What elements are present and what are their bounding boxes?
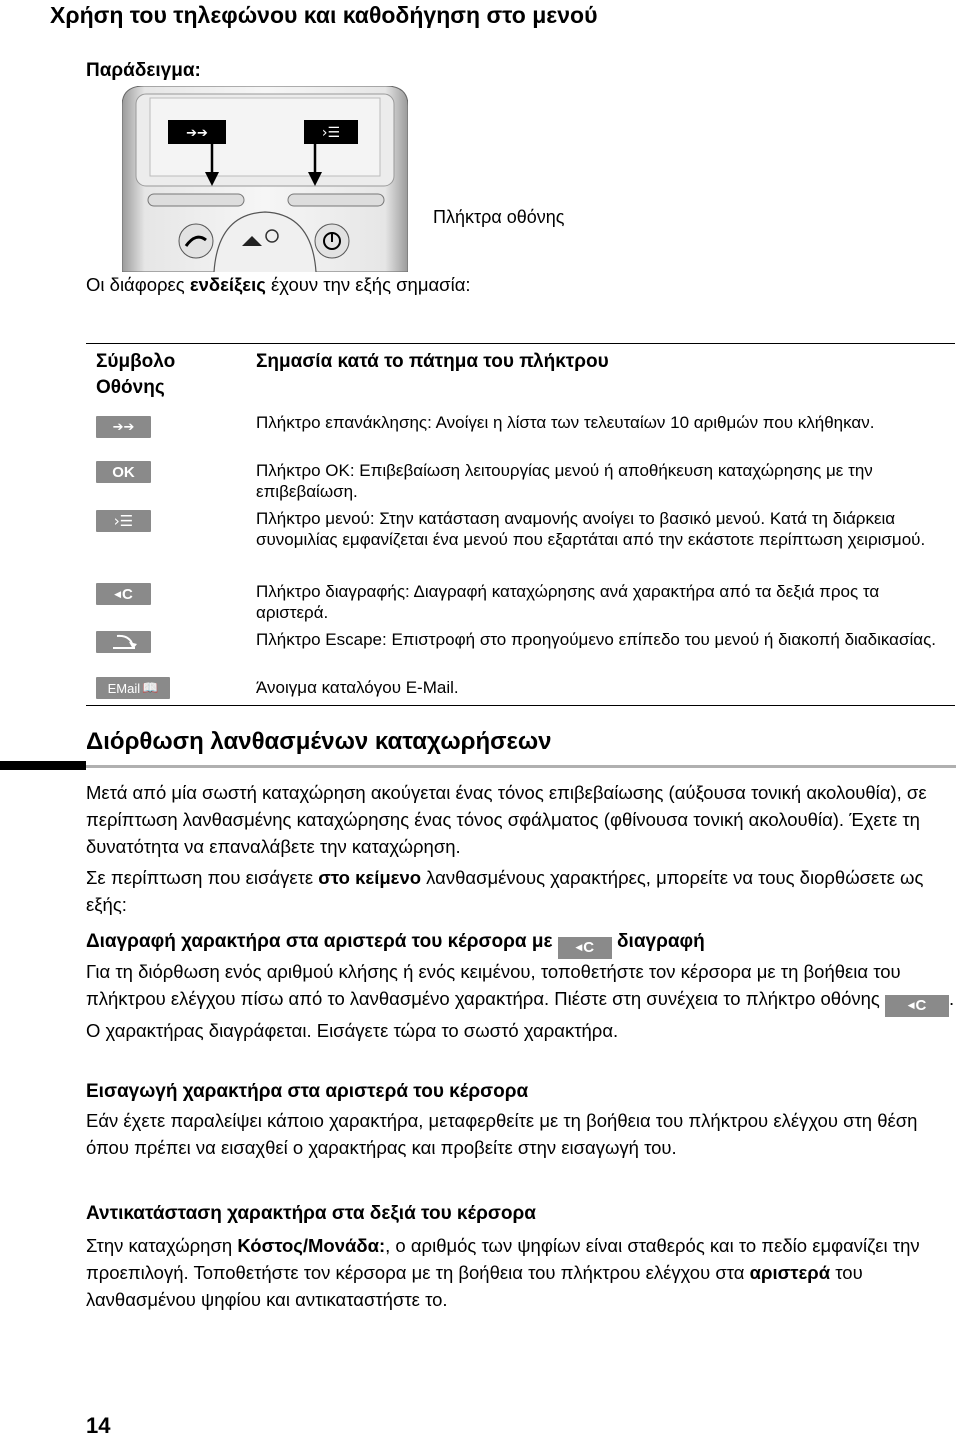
example-label: Παράδειγμα:: [86, 60, 201, 81]
p5-text-mid: , ο αριθμός των ψηφίων είναι σταθερός και το πεδίο εμφανίζει την προεπιλογή. Τοποθετήστε τον κέρσορα με τη βοήθεια του πλήκτρου ελέγχου στα: [86, 1235, 920, 1283]
p5-text-end: του λανθασμένου ψηφίου και αντικαταστήστε το.: [86, 1262, 863, 1310]
section-title: Διόρθωση λανθασμένων καταχωρήσεων: [86, 728, 552, 755]
row-escape-desc: Πλήκτρο Escape: Επιστροφή στο προηγούμενο επίπεδο του μενού ή διακοπή διαδικασίας.: [256, 630, 937, 649]
p2-bold: στο κείμενο: [318, 867, 422, 888]
svg-text:➔➔: ➔➔: [186, 126, 208, 141]
redial-arrows-icon: ➔➔: [96, 416, 151, 438]
softkeys-caption: Πλήκτρα οθόνης: [433, 207, 565, 227]
subheading-insert: Εισαγωγή χαρακτήρα στα αριστερά του κέρσορα: [86, 1081, 529, 1102]
intro-text: Οι διάφορες: [86, 274, 190, 295]
intro-bold: ενδείξεις: [189, 274, 266, 295]
svg-text:›☰: ›☰: [321, 125, 341, 141]
email-icon-text: EMail: [107, 680, 141, 696]
paragraph-intro-correction: [86, 864, 956, 918]
p3-text-end: . Ο χαρακτήρας διαγράφεται. Εισάγετε τώρα το σωστό χαρακτήρα.: [86, 988, 955, 1041]
subheading-replace: Αντικατάσταση χαρακτήρα στα δεξιά του κέρσορα: [86, 1203, 536, 1224]
row-menu-desc: Πλήκτρο μενού: Στην κατάσταση αναμονής ανοίγει το βασικό μενού. Κατά τη διάρκεια συνομιλίας εμφανίζεται ένα μενού που εξαρτάται από την εκάστοτε περίπτωση χειρισμού.: [256, 509, 926, 549]
subheading-delete: [86, 931, 705, 959]
legend-table: [86, 343, 955, 706]
book-icon: 📖: [142, 680, 159, 695]
p2-text-end: λανθασμένους χαρακτήρες, μπορείτε να τους διορθώσετε ως εξής:: [86, 867, 924, 915]
section-rule-thin: [86, 765, 956, 768]
column-header-meaning: Σημασία κατά το πάτημα του πλήκτρου: [256, 351, 609, 372]
email-book-icon: [96, 677, 170, 699]
column-header-symbol: Σύμβολο Οθόνης: [96, 351, 176, 398]
delete-icon-text: C: [122, 585, 133, 603]
p5-bold-left: αριστερά: [749, 1262, 831, 1283]
p2-text: Σε περίπτωση που εισάγετε: [86, 867, 319, 888]
ok-icon: [96, 461, 151, 483]
paragraph-delete: [86, 958, 956, 1044]
escape-arrow-icon: [109, 633, 139, 651]
intro-line: [86, 274, 471, 296]
delete-key-icon: ◀ C: [558, 937, 612, 959]
intro-text-end: έχουν την εξής σημασία:: [265, 274, 471, 295]
delete-char-icon: ◀ C: [96, 583, 151, 605]
menu-list-icon: ›☰: [96, 510, 151, 532]
paragraph-tones: Μετά από μία σωστή καταχώρηση ακούγεται ένας τόνος επιβεβαίωσης (αύξουσα τονική ακολουθία), σε περίπτωση λανθασμένης καταχώρησης ένας τόνος σφάλματος (φθίνουσα τονική ακολουθία). Έχετε τη δυνατότητα να επαναλάβετε την καταχώρηση.: [86, 782, 927, 857]
paragraph-insert: Εάν έχετε παραλείψει κάποιο χαρακτήρα, μεταφερθείτε με τη βοήθεια του πλήκτρου ελέγχου στη θέση όπου πρέπει να εισαχθεί ο χαρακτήρας και προβείτε στην εισαγωγή του.: [86, 1110, 918, 1158]
escape-icon: [96, 631, 151, 653]
paragraph-replace: [86, 1232, 956, 1313]
sub1-text-end: διαγραφή: [617, 931, 705, 952]
ok-icon-text: OK: [112, 463, 135, 481]
phone-illustration: [122, 86, 408, 272]
row-redial-desc: Πλήκτρο επανάκλησης: Ανοίγει η λίστα των τελευταίων 10 αριθμών που κλήθηκαν.: [256, 413, 875, 432]
section-rule-thick: [0, 761, 86, 770]
page-title: Χρήση του τηλεφώνου και καθοδήγηση στο μενού: [50, 2, 598, 28]
row-ok-desc: Πλήκτρο OK: Επιβεβαίωση λειτουργίας μενού ή αποθήκευση καταχώρησης με την επιβεβαίωση.: [256, 461, 873, 501]
p5-bold-field: Κόστος/Μονάδα:: [237, 1235, 386, 1256]
page-number: 14: [86, 1413, 111, 1438]
call-key: [179, 224, 213, 258]
row-email-desc: Άνοιγμα καταλόγου E-Mail.: [256, 678, 459, 697]
sub1-text: Διαγραφή χαρακτήρα στα αριστερά του κέρσορα με: [86, 931, 553, 952]
p5-text: Στην καταχώρηση: [86, 1235, 238, 1256]
p3-text: Για τη διόρθωση ενός αριθμού κλήσης ή ενός κειμένου, τοποθετήστε τον κέρσορα με τη βοήθεια του πλήκτρου ελέγχου πίσω από το λανθασμένο χαρακτήρα. Πιέστε στη συνέχεια το πλήκτρο οθόνης: [86, 961, 901, 1009]
row-delete-desc: Πλήκτρο διαγραφής: Διαγραφή καταχώρησης ανά χαρακτήρα από τα δεξιά προς τα αριστερά.: [256, 582, 880, 622]
delete-softkey-icon: ◀ C: [885, 995, 949, 1017]
